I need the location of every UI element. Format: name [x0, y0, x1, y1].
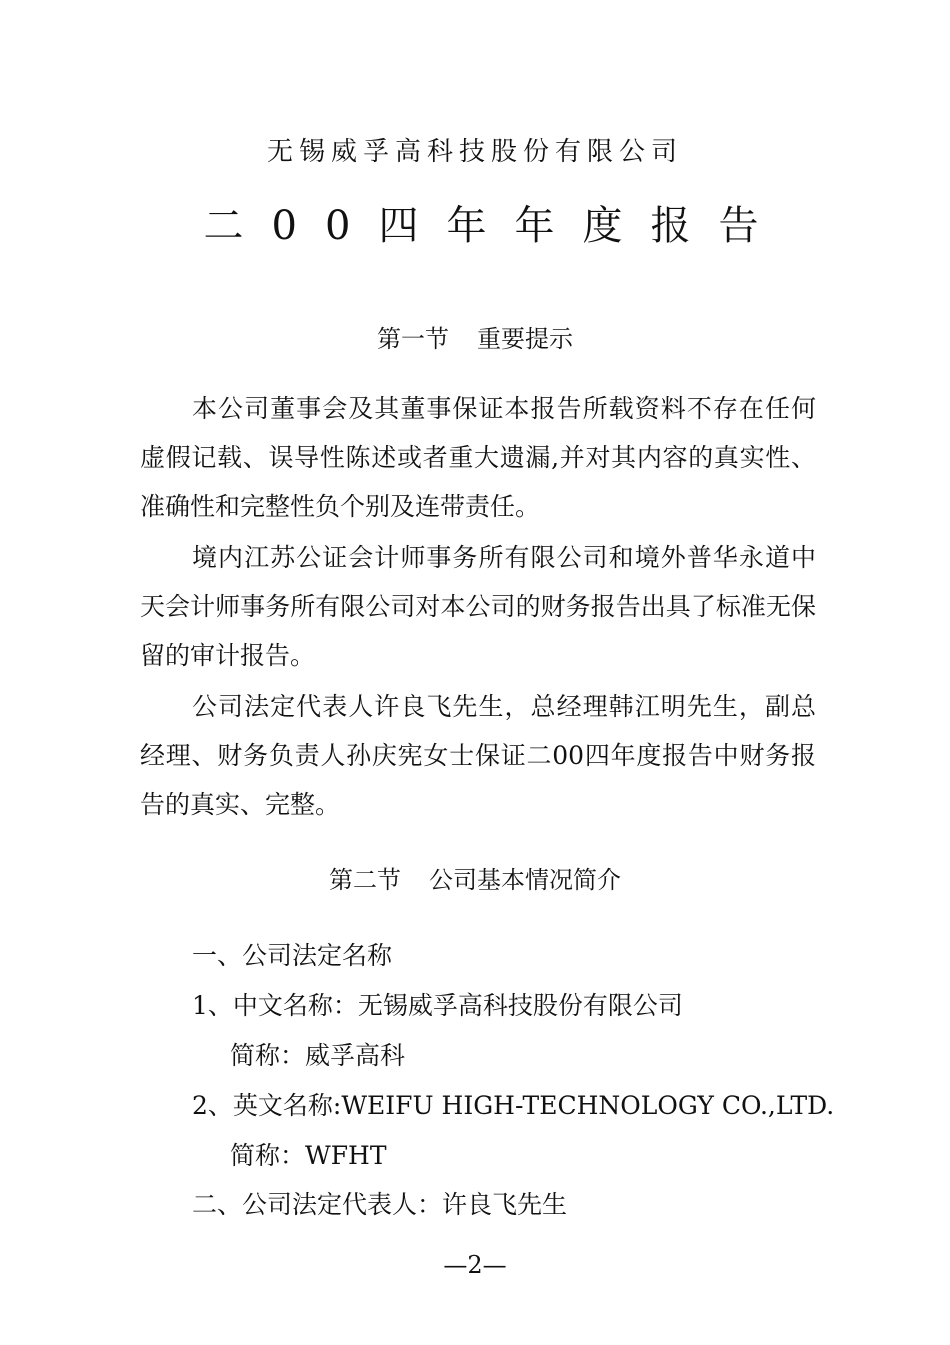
item-chinese-short-name: 简称：威孚高科: [230, 1041, 406, 1070]
notice-paragraph-2: 境内江苏公证会计师事务所有限公司和境外普华永道中天会计师事务所有限公司对本公司的财务报告出具了标准无保留的审计报告。: [140, 543, 816, 670]
section-2-title: 公司基本情况简介: [429, 866, 621, 894]
notice-paragraph-3: 公司法定代表人许良飞先生，总经理韩江明先生，副总经理、财务负责人孙庆宪女士保证二00四年度报告中财务报告的真实、完整。: [140, 692, 816, 819]
notice-paragraph-1: 本公司董事会及其董事保证本报告所载资料不存在任何虚假记载、误导性陈述或者重大遗漏,并对其内容的真实性、准确性和完整性负个别及连带责任。: [140, 394, 816, 521]
section-2-heading: [0, 868, 950, 892]
report-title: 二00四年年度报告: [203, 203, 787, 249]
item-english-short-name: 简称：WFHT: [230, 1141, 387, 1170]
section-1-title: 重要提示: [477, 325, 573, 353]
item-legal-name-heading: 一、公司法定名称: [192, 941, 393, 970]
item-english-name: 2、英文名称:WEIFU HIGH-TECHNOLOGY CO.,LTD.: [192, 1091, 835, 1120]
item-legal-representative: 二、公司法定代表人：许良飞先生: [192, 1190, 568, 1219]
page-number: —2—: [443, 1251, 507, 1279]
section-1-number: 第一节: [377, 325, 449, 353]
company-name: 无锡威孚高科技股份有限公司: [266, 137, 683, 167]
item-chinese-name: 1、中文名称：无锡威孚高科技股份有限公司: [192, 991, 683, 1020]
section-1-heading: [0, 327, 950, 351]
section-2-number: 第二节: [329, 866, 401, 894]
